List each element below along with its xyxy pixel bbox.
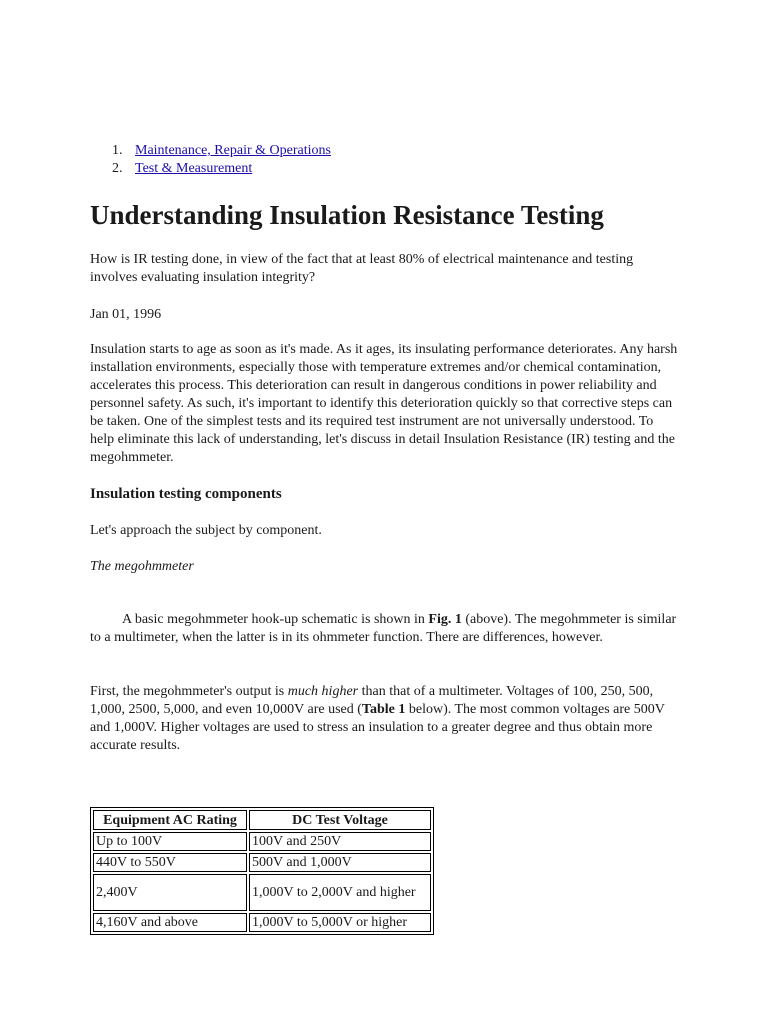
table-cell: 500V and 1,000V xyxy=(249,853,431,872)
table-cell: 2,400V xyxy=(93,874,247,911)
table-cell: 100V and 250V xyxy=(249,832,431,851)
para2-text-1: First, the megohmmeter's output is xyxy=(90,684,288,699)
breadcrumb-link-maintenance[interactable]: Maintenance, Repair & Operations xyxy=(135,143,331,158)
header-dc-test-voltage: DC Test Voltage xyxy=(249,810,431,830)
table-row xyxy=(93,853,431,872)
megohmmeter-paragraph xyxy=(90,611,680,647)
output-voltage-paragraph xyxy=(90,683,680,755)
table-row xyxy=(93,874,431,911)
section-heading: Insulation testing components xyxy=(90,486,282,502)
table-row xyxy=(93,913,431,932)
breadcrumb-number: 1. xyxy=(112,143,123,158)
intro-paragraph: Insulation starts to age as soon as it's made. As it ages, its insulating performance deteriorates. Any harsh installation environments, especially those with temperature extremes and/or chemical contamination, accelerates this process. This deterioration can result in dangerous conditions in power reliability and personnel safety. As such, it's important to identify this deterioration quickly so that corrective steps can be taken. One of the simplest tests and its required test instrument are not universally understood. To help eliminate this lack of understanding, let's discuss in detail Insulation Resistance (IR) testing and the megohmmeter. xyxy=(90,342,678,465)
para1-text-2: (above). The megohmmeter is similar to a multimeter, when the latter is in its ohmmeter function. There are differences, however. xyxy=(90,612,677,645)
table-row xyxy=(93,832,431,851)
table-header-row xyxy=(93,810,431,830)
breadcrumb-number: 2. xyxy=(112,161,123,176)
breadcrumb xyxy=(90,142,331,178)
fig-1-reference: Fig. 1 xyxy=(428,612,462,627)
emphasis-much-higher: much higher xyxy=(287,684,359,699)
subheading-megohmmeter: The megohmmeter xyxy=(90,559,194,574)
para2-text-2: than that of a multimeter. Voltages of 100, 250, 500, 1,000, 2500, 5,000, and even 10,000V are used ( xyxy=(90,684,654,717)
para1-text-1: A basic megohmmeter hook-up schematic is shown in xyxy=(122,612,429,627)
approach-paragraph: Let's approach the subject by component. xyxy=(90,523,322,538)
table-cell: 1,000V to 2,000V and higher xyxy=(249,874,431,911)
table-cell: 1,000V to 5,000V or higher xyxy=(249,913,431,932)
table-cell: Up to 100V xyxy=(93,832,247,851)
para2-text-3: below). The most common voltages are 500V and 1,000V. Higher voltages are used to stress an insulation to a greater degree and thus obtain more accurate results. xyxy=(90,702,665,753)
breadcrumb-item xyxy=(90,160,331,178)
breadcrumb-link-test-measurement[interactable]: Test & Measurement xyxy=(135,161,253,176)
header-equipment-ac-rating: Equipment AC Rating xyxy=(93,810,247,830)
article-summary: How is IR testing done, in view of the fact that at least 80% of electrical maintenance and testing involves evaluating insulation integrity? xyxy=(90,252,634,285)
table-cell: 4,160V and above xyxy=(93,913,247,932)
table-1-reference: Table 1 xyxy=(361,702,406,717)
breadcrumb-item xyxy=(90,142,331,160)
article-date: Jan 01, 1996 xyxy=(90,307,162,322)
table-cell: 440V to 550V xyxy=(93,853,247,872)
article-title: Understanding Insulation Resistance Testing xyxy=(90,200,604,230)
test-voltage-table xyxy=(90,807,434,935)
